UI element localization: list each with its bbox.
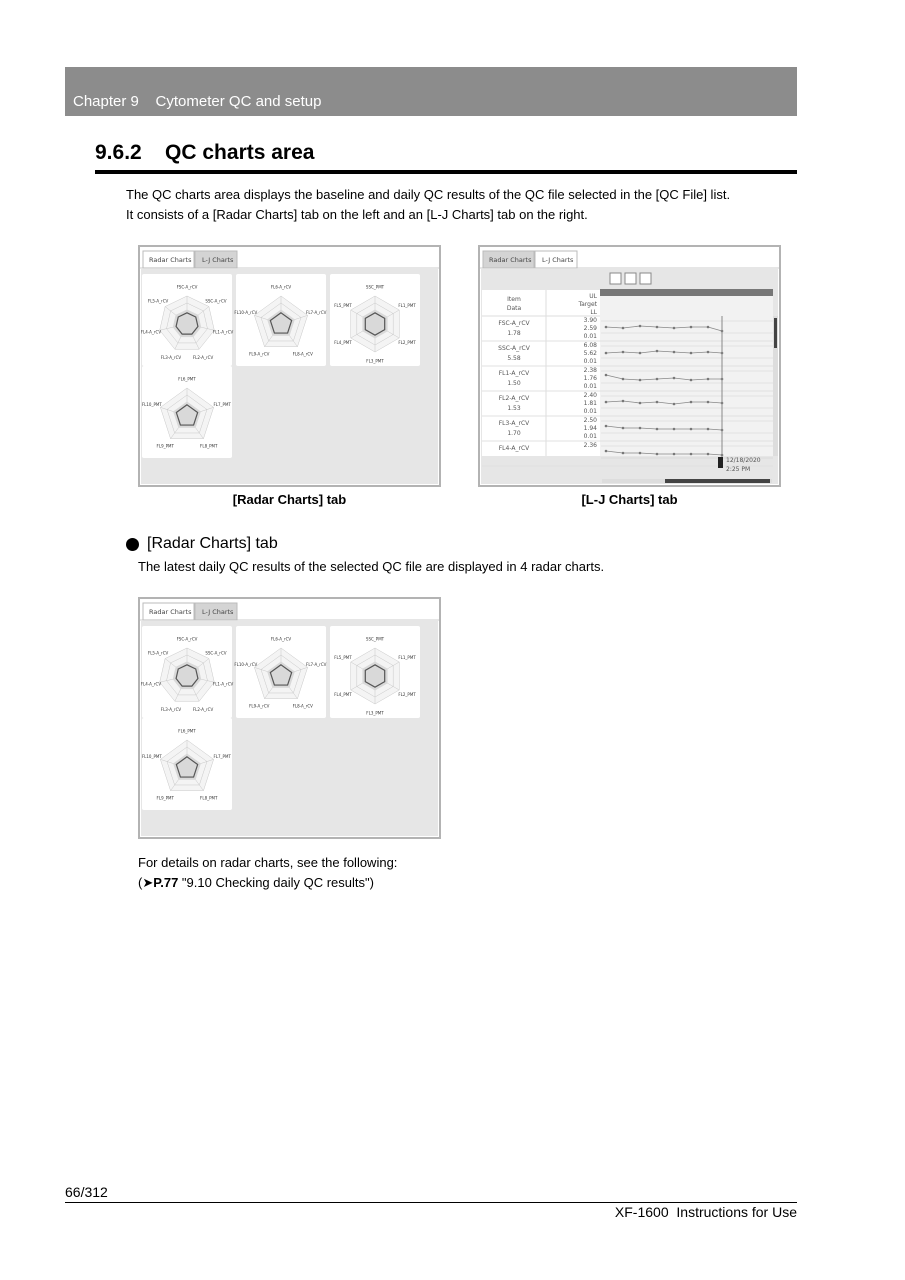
- lj-cursor-handle[interactable]: [718, 457, 723, 468]
- lj-row-value: 1.50: [507, 380, 521, 387]
- lj-data-point[interactable]: [639, 402, 642, 405]
- lj-data-point[interactable]: [605, 374, 608, 377]
- lj-charts-screenshot: [480, 247, 779, 485]
- lj-row-target: 1.76: [583, 375, 597, 382]
- radar-axis-label: SSC-A_rCV: [205, 650, 227, 656]
- lj-row-ul: 6.08: [583, 342, 597, 349]
- title-rule: [95, 170, 797, 174]
- lj-row-name: FSC-A_rCV: [498, 320, 530, 327]
- radar-axis-label: FL6_PMT: [178, 728, 196, 734]
- lj-charts-figure: [478, 245, 781, 487]
- lj-data-point[interactable]: [707, 326, 710, 329]
- lj-data-point[interactable]: [605, 450, 608, 453]
- lj-row-name: FL1-A_rCV: [498, 370, 530, 377]
- lj-data-point[interactable]: [690, 428, 693, 431]
- radar-axis-label: FL10_PMT: [141, 754, 162, 760]
- lj-row-value: 1.70: [507, 430, 521, 437]
- lj-data-point[interactable]: [656, 428, 659, 431]
- lj-data-point[interactable]: [605, 425, 608, 428]
- radar-axis-label: FL5-A_rCV: [147, 298, 169, 304]
- lj-row-name: FL2-A_rCV: [498, 395, 530, 402]
- section-title: 9.6.2 QC charts area: [95, 141, 315, 164]
- reference-title: "9.10 Checking daily QC results"): [178, 875, 374, 890]
- radar-axis-label: FL7_PMT: [213, 754, 231, 760]
- reference-page-link[interactable]: P.77: [153, 875, 179, 890]
- chapter-banner: [65, 67, 797, 116]
- lj-data-point[interactable]: [690, 453, 693, 456]
- lj-row-value: 1.53: [507, 405, 521, 412]
- lj-vertical-scroll-thumb[interactable]: [774, 318, 777, 348]
- lj-toolbar-button-2[interactable]: [625, 273, 636, 284]
- lj-data-point[interactable]: [673, 351, 676, 354]
- intro-line-1: The QC charts area displays the baseline and daily QC results of the QC file selected in the [QC File] list.: [126, 187, 731, 202]
- radar-axis-label: FL3_PMT: [366, 358, 384, 364]
- lj-time: 2:25 PM: [726, 466, 751, 473]
- radar-tab-description: The latest daily QC results of the selected QC file are displayed in 4 radar charts.: [138, 559, 605, 574]
- lj-row-ul: 2.50: [583, 417, 597, 424]
- radar-axis-label: FL8-A_rCV: [292, 351, 313, 357]
- radar-axis-label: FL2-A_rCV: [192, 354, 214, 360]
- lj-row-target: 1.94: [583, 425, 597, 432]
- radar-axis-label: FL5_PMT: [334, 303, 352, 308]
- radar-axis-label: FL8_PMT: [200, 443, 218, 449]
- manual-name: XF-1600 Instructions for Use: [614, 1204, 797, 1220]
- cross-reference: [138, 873, 397, 893]
- radar-axis-label: FL4-A_rCV: [140, 681, 162, 687]
- lj-row-ll: 0.01: [583, 433, 597, 440]
- radar-axis-label: FL7-A_rCV: [306, 310, 327, 316]
- radar-axis-label: FL4_PMT: [334, 340, 352, 345]
- lj-data-point[interactable]: [707, 351, 710, 354]
- lj-figure-caption: [L-J Charts] tab: [581, 492, 678, 507]
- radar-axis-label: FL10-A_rCV: [234, 310, 258, 316]
- lj-row-ul: 2.36: [583, 442, 597, 449]
- lj-data-point[interactable]: [605, 352, 608, 355]
- lj-row-value: 5.58: [507, 355, 521, 362]
- radar-axis-label: FL8-A_rCV: [292, 703, 313, 709]
- lj-header-target: Target: [578, 301, 597, 308]
- radar-axis-label: FL3_PMT: [366, 710, 384, 716]
- radar-axis-label: FL10-A_rCV: [234, 662, 258, 668]
- radar-axis-label: SSC_PMT: [365, 284, 385, 290]
- lj-header-ul: UL: [589, 293, 597, 300]
- radar-axis-label: FL1_PMT: [398, 655, 416, 660]
- lj-row-target: 2.59: [583, 325, 597, 332]
- reference-arrow: (➤: [138, 875, 154, 890]
- lj-data-point[interactable]: [656, 401, 659, 404]
- lj-toolbar-button-1[interactable]: [610, 273, 621, 284]
- radar-axis-label: SSC-A_rCV: [205, 298, 227, 304]
- lj-data-point[interactable]: [639, 325, 642, 328]
- details-text: For details on radar charts, see the following:: [138, 855, 398, 870]
- lj-data-point[interactable]: [673, 403, 676, 406]
- radar-axis-label: FL9_PMT: [156, 795, 174, 801]
- lj-data-point[interactable]: [707, 453, 710, 456]
- radar-axis-label: FL1_PMT: [398, 303, 416, 308]
- radar-charts-figure-bottom: [138, 597, 441, 839]
- lj-row-value: 1.78: [507, 330, 521, 337]
- page-number: 66/312: [65, 1184, 108, 1200]
- radar-axis-label: SSC_PMT: [365, 636, 385, 642]
- radar-charts-screenshot-2: [140, 599, 439, 837]
- tab-radar-label: Radar Charts: [149, 256, 192, 264]
- lj-data-point[interactable]: [639, 427, 642, 430]
- lj-toolbar-button-3[interactable]: [640, 273, 651, 284]
- lj-row-ll: 0.01: [583, 383, 597, 390]
- radar-axis-label: FL3-A_rCV: [160, 354, 182, 360]
- radar-axis-label: FL5_PMT: [334, 655, 352, 660]
- chapter-title: Chapter 9 Cytometer QC and setup: [73, 93, 322, 110]
- lj-data-point[interactable]: [605, 401, 608, 404]
- lj-row-ll: 0.01: [583, 333, 597, 340]
- lj-header-data: Data: [506, 305, 522, 312]
- radar-axis-label: FL2-A_rCV: [192, 706, 214, 712]
- lj-data-point[interactable]: [622, 452, 625, 455]
- radar-axis-label: FL1-A_rCV: [212, 329, 234, 335]
- radar-charts-screenshot: [140, 247, 439, 485]
- lj-row-ul: 3.90: [583, 317, 597, 324]
- lj-horizontal-scroll-thumb[interactable]: [665, 479, 770, 483]
- lj-row-ll: 0.01: [583, 408, 597, 415]
- radar-axis-label: FL9-A_rCV: [249, 351, 270, 357]
- lj-data-point[interactable]: [656, 350, 659, 353]
- lj-data-point[interactable]: [639, 352, 642, 355]
- radar-axis-label: FL3-A_rCV: [160, 706, 182, 712]
- radar-tab-heading: [126, 535, 278, 553]
- lj-data-point[interactable]: [707, 401, 710, 404]
- radar-axis-label: FL6-A_rCV: [270, 284, 292, 290]
- lj-data-point[interactable]: [622, 327, 625, 330]
- radar-axis-label: FL7-A_rCV: [306, 662, 327, 668]
- lj-row-target: 5.62: [583, 350, 597, 357]
- tab-lj-label: L-J Charts: [202, 256, 234, 264]
- lj-data-point[interactable]: [656, 326, 659, 329]
- intro-paragraph: [126, 185, 730, 225]
- lj-row-target: 1.81: [583, 400, 597, 407]
- lj-data-point[interactable]: [673, 453, 676, 456]
- lj-header-item: Item: [507, 296, 521, 303]
- lj-data-point[interactable]: [622, 400, 625, 403]
- radar-axis-label: FL7_PMT: [213, 402, 231, 408]
- radar-axis-label: FL10_PMT: [141, 402, 162, 408]
- lj-tab-lj-label: L-J Charts: [542, 256, 574, 264]
- radar-axis-label: FL4_PMT: [334, 692, 352, 697]
- bullet-icon: [126, 538, 139, 551]
- footer-rule: [65, 1202, 797, 1203]
- lj-row-name: SSC-A_rCV: [498, 345, 530, 352]
- intro-line-2: It consists of a [Radar Charts] tab on the left and an [L-J Charts] tab on the right.: [126, 207, 588, 222]
- radar-figure-caption: [Radar Charts] tab: [232, 492, 347, 507]
- lj-data-point[interactable]: [690, 401, 693, 404]
- radar-axis-label: FL2_PMT: [398, 340, 416, 345]
- radar-axis-label: FL9_PMT: [156, 443, 174, 449]
- lj-data-point[interactable]: [690, 326, 693, 329]
- lj-data-point[interactable]: [605, 326, 608, 329]
- radar-axis-label: FL6-A_rCV: [270, 636, 292, 642]
- radar-axis-label: FL1-A_rCV: [212, 681, 234, 687]
- radar-tab-heading-text: [Radar Charts] tab: [147, 535, 278, 552]
- radar-axis-label: FL8_PMT: [200, 795, 218, 801]
- lj-row-ul: 2.38: [583, 367, 597, 374]
- lj-data-point[interactable]: [690, 352, 693, 355]
- radar-axis-label: FL9-A_rCV: [249, 703, 270, 709]
- tab-lj-label-2: L-J Charts: [202, 608, 234, 616]
- lj-data-point[interactable]: [707, 378, 710, 381]
- lj-row-name: FL3-A_rCV: [498, 420, 530, 427]
- lj-data-point[interactable]: [673, 377, 676, 380]
- details-paragraph: [138, 853, 397, 893]
- lj-data-point[interactable]: [622, 427, 625, 430]
- radar-axis-label: FSC-A_rCV: [176, 284, 198, 290]
- radar-axis-label: FL5-A_rCV: [147, 650, 169, 656]
- lj-row-ll: 0.01: [583, 358, 597, 365]
- lj-row-name: FL4-A_rCV: [498, 445, 530, 452]
- lj-tab-radar-label: Radar Charts: [489, 256, 532, 264]
- lj-date: 12/18/2020: [726, 457, 761, 464]
- lj-header-ll: LL: [590, 309, 597, 316]
- radar-charts-figure-top: [138, 245, 441, 487]
- lj-data-point[interactable]: [622, 351, 625, 354]
- lj-data-point[interactable]: [656, 378, 659, 381]
- lj-data-point[interactable]: [673, 428, 676, 431]
- lj-data-point[interactable]: [707, 428, 710, 431]
- lj-data-point[interactable]: [673, 327, 676, 330]
- lj-data-point[interactable]: [622, 378, 625, 381]
- lj-data-point[interactable]: [639, 452, 642, 455]
- radar-axis-label: FSC-A_rCV: [176, 636, 198, 642]
- radar-axis-label: FL6_PMT: [178, 376, 196, 382]
- lj-row-ul: 2.40: [583, 392, 597, 399]
- radar-axis-label: FL2_PMT: [398, 692, 416, 697]
- lj-data-point[interactable]: [656, 453, 659, 456]
- tab-radar-label-2: Radar Charts: [149, 608, 192, 616]
- lj-data-point[interactable]: [639, 379, 642, 382]
- radar-axis-label: FL4-A_rCV: [140, 329, 162, 335]
- lj-data-point[interactable]: [690, 379, 693, 382]
